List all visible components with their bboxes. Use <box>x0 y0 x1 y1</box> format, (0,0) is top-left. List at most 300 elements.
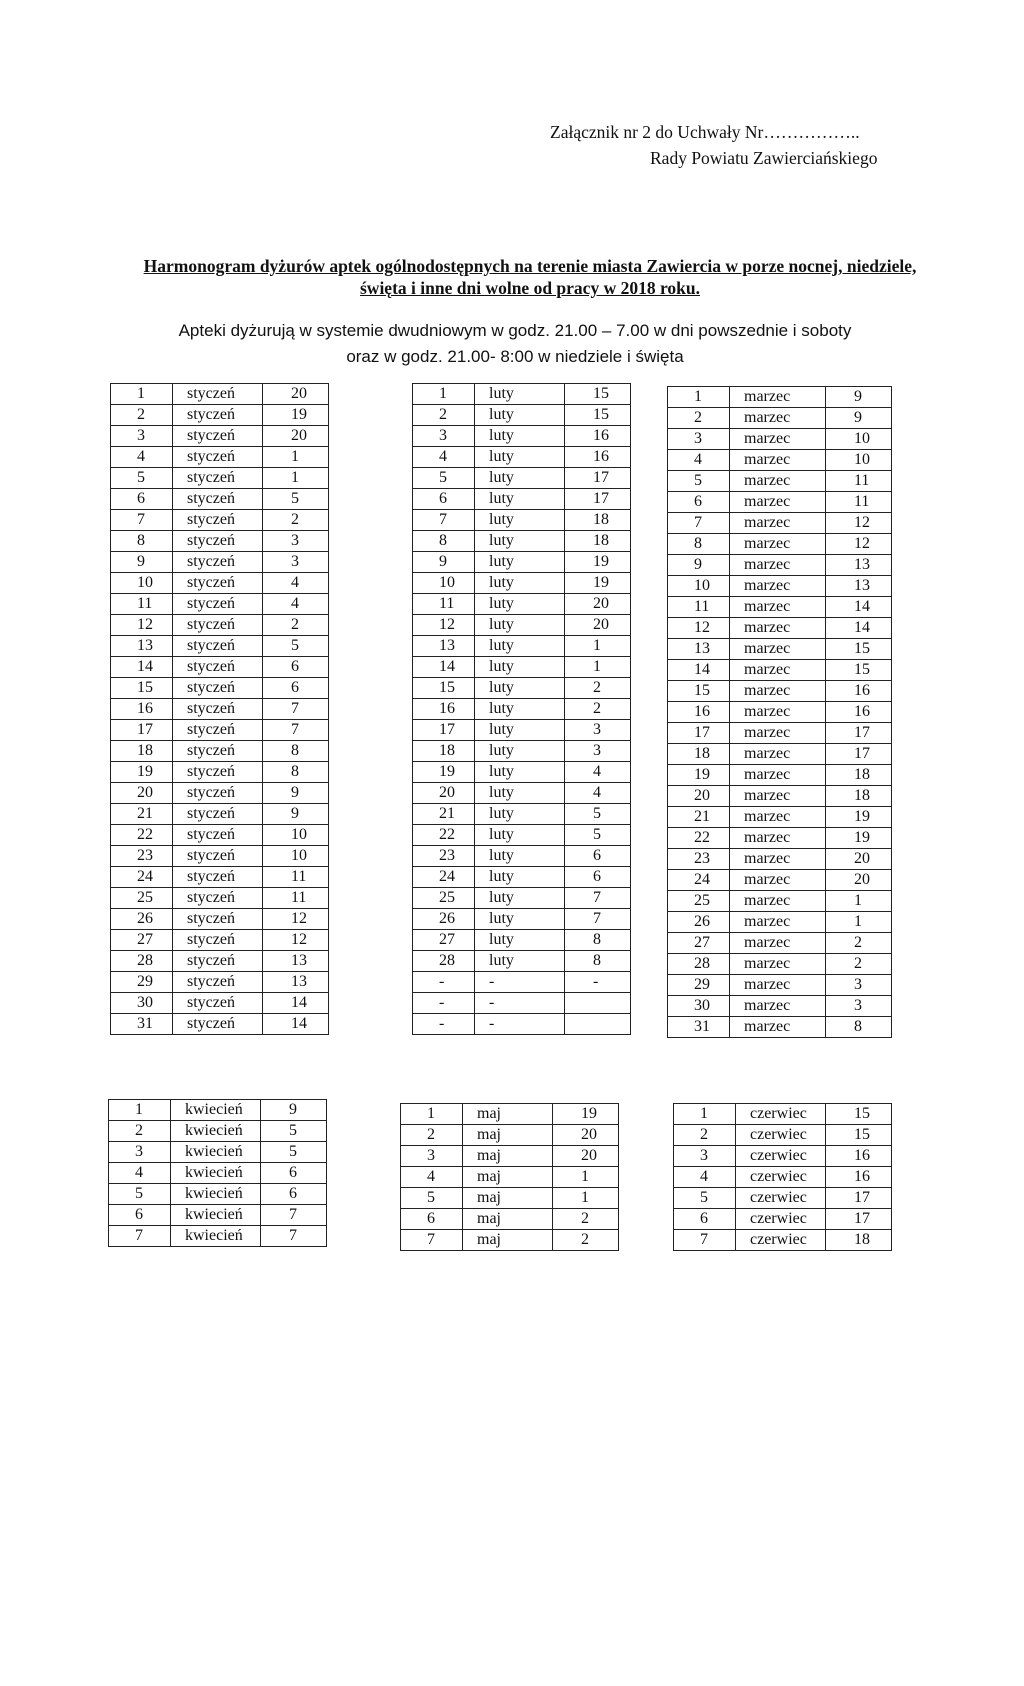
table-row <box>401 1188 619 1209</box>
day-cell: 12 <box>111 615 173 636</box>
pharmacy-number-cell: 11 <box>826 471 892 492</box>
day-cell: 21 <box>668 807 730 828</box>
pharmacy-number-cell: 10 <box>263 846 329 867</box>
table-row <box>413 825 631 846</box>
pharmacy-number-cell: 9 <box>261 1100 327 1121</box>
table-row <box>674 1125 892 1146</box>
table-row <box>413 573 631 594</box>
table-row <box>111 972 329 993</box>
table-march <box>667 386 892 1038</box>
pharmacy-number-cell: 9 <box>263 804 329 825</box>
day-cell: 25 <box>668 891 730 912</box>
day-cell: 3 <box>413 426 475 447</box>
pharmacy-number-cell: 9 <box>263 783 329 804</box>
day-cell: 4 <box>401 1167 463 1188</box>
day-cell: 27 <box>111 930 173 951</box>
day-cell: 13 <box>111 636 173 657</box>
day-cell: 22 <box>668 828 730 849</box>
day-cell: 20 <box>111 783 173 804</box>
table-row <box>413 426 631 447</box>
pharmacy-number-cell: 12 <box>826 513 892 534</box>
pharmacy-number-cell: 3 <box>565 741 631 762</box>
pharmacy-number-cell: 20 <box>553 1125 619 1146</box>
pharmacy-number-cell: 8 <box>565 930 631 951</box>
day-cell: 19 <box>111 762 173 783</box>
month-cell: luty <box>475 825 565 846</box>
table-row <box>111 867 329 888</box>
table-row <box>668 408 892 429</box>
pharmacy-number-cell: 1 <box>565 657 631 678</box>
pharmacy-number-cell: 15 <box>826 1125 892 1146</box>
day-cell: 11 <box>413 594 475 615</box>
day-cell: 4 <box>413 447 475 468</box>
month-cell: marzec <box>730 765 826 786</box>
pharmacy-number-cell: 12 <box>826 534 892 555</box>
month-cell: luty <box>475 846 565 867</box>
month-cell: styczeń <box>173 657 263 678</box>
month-cell: marzec <box>730 408 826 429</box>
table-row <box>668 849 892 870</box>
month-cell: luty <box>475 657 565 678</box>
filler-cell: - <box>413 1014 475 1035</box>
table-row <box>668 660 892 681</box>
day-cell: 14 <box>111 657 173 678</box>
day-cell: 27 <box>668 933 730 954</box>
table-row <box>401 1230 619 1251</box>
month-cell: styczeń <box>173 909 263 930</box>
month-cell: marzec <box>730 660 826 681</box>
table-row <box>401 1125 619 1146</box>
day-cell: 2 <box>413 405 475 426</box>
day-cell: 22 <box>111 825 173 846</box>
table-row <box>668 912 892 933</box>
month-cell: marzec <box>730 786 826 807</box>
table-row <box>111 804 329 825</box>
pharmacy-number-cell: 7 <box>565 888 631 909</box>
month-cell: luty <box>475 468 565 489</box>
pharmacy-number-cell: 1 <box>263 447 329 468</box>
table-row <box>413 594 631 615</box>
table-row <box>111 510 329 531</box>
pharmacy-number-cell: 18 <box>565 531 631 552</box>
pharmacy-number-cell: 17 <box>826 723 892 744</box>
table-row <box>668 555 892 576</box>
day-cell: 16 <box>111 699 173 720</box>
day-cell: 4 <box>109 1163 171 1184</box>
month-cell: luty <box>475 552 565 573</box>
month-cell: styczeń <box>173 930 263 951</box>
month-cell: marzec <box>730 702 826 723</box>
day-cell: 4 <box>111 447 173 468</box>
day-cell: 6 <box>668 492 730 513</box>
pharmacy-number-cell: 19 <box>826 828 892 849</box>
month-cell: marzec <box>730 744 826 765</box>
pharmacy-number-cell: 19 <box>565 573 631 594</box>
pharmacy-number-cell: 9 <box>826 408 892 429</box>
day-cell: 29 <box>111 972 173 993</box>
pharmacy-number-cell: 6 <box>261 1184 327 1205</box>
table-row <box>111 783 329 804</box>
table-row <box>111 888 329 909</box>
table-row <box>111 384 329 405</box>
pharmacy-number-cell: 8 <box>565 951 631 972</box>
pharmacy-number-cell: 3 <box>826 996 892 1017</box>
day-cell: 25 <box>413 888 475 909</box>
document-title: Harmonogram dyżurów aptek ogólnodostępnych na terenie miasta Zawiercia w porze nocnej, niedziele, święta i inne dni wolne od pracy w 2018 roku. <box>143 256 917 298</box>
table-row <box>111 1014 329 1035</box>
pharmacy-number-cell: 20 <box>826 870 892 891</box>
pharmacy-number-cell: 1 <box>553 1188 619 1209</box>
pharmacy-number-cell: 7 <box>565 909 631 930</box>
month-cell: czerwiec <box>736 1209 826 1230</box>
day-cell: 7 <box>674 1230 736 1251</box>
table-row <box>668 723 892 744</box>
pharmacy-number-cell: 7 <box>263 699 329 720</box>
table-row <box>401 1209 619 1230</box>
month-cell: styczeń <box>173 615 263 636</box>
day-cell: 17 <box>668 723 730 744</box>
day-cell: 6 <box>413 489 475 510</box>
month-cell: luty <box>475 426 565 447</box>
day-cell: 30 <box>668 996 730 1017</box>
day-cell: 28 <box>111 951 173 972</box>
table-row <box>413 867 631 888</box>
month-cell: marzec <box>730 450 826 471</box>
month-cell: marzec <box>730 387 826 408</box>
month-cell: styczeń <box>173 468 263 489</box>
day-cell: 11 <box>111 594 173 615</box>
day-cell: 1 <box>674 1104 736 1125</box>
pharmacy-number-cell: 15 <box>565 405 631 426</box>
day-cell: 20 <box>413 783 475 804</box>
table-february <box>412 383 631 1035</box>
table-january <box>110 383 329 1035</box>
day-cell: 9 <box>668 555 730 576</box>
document-subtitle <box>120 318 910 370</box>
pharmacy-number-cell: 5 <box>261 1142 327 1163</box>
pharmacy-number-cell: 20 <box>263 384 329 405</box>
day-cell: 12 <box>668 618 730 639</box>
day-cell: 27 <box>413 930 475 951</box>
month-cell: kwiecień <box>171 1226 261 1247</box>
pharmacy-number-cell: 19 <box>553 1104 619 1125</box>
day-cell: 19 <box>413 762 475 783</box>
table-row <box>668 639 892 660</box>
month-cell: luty <box>475 678 565 699</box>
pharmacy-number-cell: 4 <box>263 594 329 615</box>
day-cell: 14 <box>668 660 730 681</box>
table-row <box>413 531 631 552</box>
table-row <box>413 993 631 1014</box>
month-cell: luty <box>475 489 565 510</box>
month-cell: luty <box>475 384 565 405</box>
day-cell: 1 <box>111 384 173 405</box>
table-row <box>674 1209 892 1230</box>
table-row <box>668 891 892 912</box>
month-cell: luty <box>475 888 565 909</box>
table-row <box>668 450 892 471</box>
month-cell: styczeń <box>173 426 263 447</box>
day-cell: 8 <box>111 531 173 552</box>
table-row <box>668 513 892 534</box>
month-cell: marzec <box>730 597 826 618</box>
table-row <box>668 387 892 408</box>
pharmacy-number-cell: 13 <box>826 555 892 576</box>
table-may <box>400 1103 619 1251</box>
day-cell: 2 <box>401 1125 463 1146</box>
table-row <box>668 471 892 492</box>
table-row <box>413 468 631 489</box>
day-cell: 6 <box>401 1209 463 1230</box>
day-cell: 10 <box>111 573 173 594</box>
table-row <box>413 699 631 720</box>
day-cell: 28 <box>413 951 475 972</box>
table-row <box>109 1184 327 1205</box>
month-cell: styczeń <box>173 573 263 594</box>
pharmacy-number-cell: 15 <box>826 1104 892 1125</box>
pharmacy-number-cell: 18 <box>826 1230 892 1251</box>
table-row <box>111 657 329 678</box>
table-row <box>674 1230 892 1251</box>
day-cell: 11 <box>668 597 730 618</box>
month-cell: marzec <box>730 933 826 954</box>
pharmacy-number-cell: 17 <box>826 744 892 765</box>
day-cell: 2 <box>109 1121 171 1142</box>
month-cell: marzec <box>730 639 826 660</box>
day-cell: 23 <box>111 846 173 867</box>
day-cell: 31 <box>668 1017 730 1038</box>
month-cell: marzec <box>730 555 826 576</box>
table-row <box>111 573 329 594</box>
table-row <box>413 447 631 468</box>
month-cell: marzec <box>730 912 826 933</box>
pharmacy-number-cell: 6 <box>263 678 329 699</box>
table-row <box>674 1146 892 1167</box>
table-row <box>668 618 892 639</box>
day-cell: 12 <box>413 615 475 636</box>
month-cell: czerwiec <box>736 1104 826 1125</box>
month-cell: luty <box>475 594 565 615</box>
day-cell: 3 <box>401 1146 463 1167</box>
day-cell: 18 <box>111 741 173 762</box>
table-row <box>668 576 892 597</box>
subtitle-line-2: oraz w godz. 21.00- 8:00 w niedziele i święta <box>346 347 684 366</box>
table-row <box>413 720 631 741</box>
table-row <box>668 975 892 996</box>
month-cell: marzec <box>730 975 826 996</box>
month-cell: styczeń <box>173 594 263 615</box>
pharmacy-number-cell: 16 <box>826 702 892 723</box>
day-cell: 7 <box>109 1226 171 1247</box>
table-row <box>111 678 329 699</box>
filler-cell <box>565 1014 631 1035</box>
table-row <box>109 1121 327 1142</box>
day-cell: 6 <box>109 1205 171 1226</box>
day-cell: 15 <box>668 681 730 702</box>
month-cell: marzec <box>730 996 826 1017</box>
month-cell: marzec <box>730 807 826 828</box>
table-row <box>668 765 892 786</box>
day-cell: 7 <box>111 510 173 531</box>
month-cell: styczeń <box>173 825 263 846</box>
month-cell: czerwiec <box>736 1167 826 1188</box>
table-row <box>111 447 329 468</box>
pharmacy-number-cell: 16 <box>826 1167 892 1188</box>
month-cell: kwiecień <box>171 1184 261 1205</box>
table-row <box>111 636 329 657</box>
month-cell: styczeń <box>173 783 263 804</box>
month-cell: marzec <box>730 849 826 870</box>
month-cell: maj <box>463 1188 553 1209</box>
table-row <box>109 1100 327 1121</box>
day-cell: 26 <box>111 909 173 930</box>
day-cell: 16 <box>413 699 475 720</box>
pharmacy-number-cell: 15 <box>565 384 631 405</box>
pharmacy-number-cell: 11 <box>826 492 892 513</box>
pharmacy-number-cell: 7 <box>261 1205 327 1226</box>
day-cell: 1 <box>109 1100 171 1121</box>
table-row <box>668 828 892 849</box>
pharmacy-number-cell: 2 <box>263 510 329 531</box>
month-cell: luty <box>475 447 565 468</box>
day-cell: 17 <box>413 720 475 741</box>
table-row <box>413 888 631 909</box>
table-row <box>668 1017 892 1038</box>
pharmacy-number-cell: 17 <box>826 1209 892 1230</box>
month-cell: luty <box>475 930 565 951</box>
day-cell: 9 <box>413 552 475 573</box>
day-cell: 13 <box>413 636 475 657</box>
pharmacy-number-cell: 4 <box>263 573 329 594</box>
day-cell: 18 <box>413 741 475 762</box>
table-row <box>111 405 329 426</box>
table-row <box>109 1226 327 1247</box>
day-cell: 22 <box>413 825 475 846</box>
day-cell: 6 <box>674 1209 736 1230</box>
pharmacy-number-cell: 13 <box>263 972 329 993</box>
pharmacy-number-cell: 3 <box>263 552 329 573</box>
day-cell: 29 <box>668 975 730 996</box>
day-cell: 6 <box>111 489 173 510</box>
day-cell: 3 <box>109 1142 171 1163</box>
day-cell: 21 <box>413 804 475 825</box>
day-cell: 25 <box>111 888 173 909</box>
table-row <box>668 597 892 618</box>
pharmacy-number-cell: 8 <box>826 1017 892 1038</box>
table-row <box>668 870 892 891</box>
day-cell: 5 <box>413 468 475 489</box>
month-cell: styczeń <box>173 405 263 426</box>
table-row <box>413 510 631 531</box>
day-cell: 5 <box>111 468 173 489</box>
day-cell: 1 <box>413 384 475 405</box>
pharmacy-number-cell: 2 <box>565 678 631 699</box>
table-row <box>413 615 631 636</box>
pharmacy-number-cell: 17 <box>565 489 631 510</box>
day-cell: 10 <box>668 576 730 597</box>
pharmacy-number-cell: 6 <box>565 867 631 888</box>
month-cell: kwiecień <box>171 1100 261 1121</box>
day-cell: 24 <box>413 867 475 888</box>
pharmacy-number-cell: 14 <box>826 618 892 639</box>
pharmacy-number-cell: 1 <box>553 1167 619 1188</box>
pharmacy-number-cell: 15 <box>826 639 892 660</box>
pharmacy-number-cell: 17 <box>826 1188 892 1209</box>
filler-cell: - <box>475 972 565 993</box>
table-row <box>111 552 329 573</box>
table-row <box>111 762 329 783</box>
pharmacy-number-cell: 2 <box>826 933 892 954</box>
pharmacy-number-cell: 4 <box>565 783 631 804</box>
pharmacy-number-cell: 5 <box>263 489 329 510</box>
month-cell: luty <box>475 531 565 552</box>
table-row <box>111 846 329 867</box>
pharmacy-number-cell: 16 <box>565 426 631 447</box>
day-cell: 16 <box>668 702 730 723</box>
month-cell: styczeń <box>173 993 263 1014</box>
pharmacy-number-cell: 2 <box>826 954 892 975</box>
month-cell: marzec <box>730 723 826 744</box>
month-cell: styczeń <box>173 741 263 762</box>
month-cell: luty <box>475 762 565 783</box>
month-cell: luty <box>475 510 565 531</box>
month-cell: luty <box>475 405 565 426</box>
filler-cell: - <box>413 993 475 1014</box>
table-row <box>109 1142 327 1163</box>
month-cell: styczeń <box>173 552 263 573</box>
table-row <box>668 933 892 954</box>
day-cell: 13 <box>668 639 730 660</box>
table-row <box>674 1167 892 1188</box>
table-row <box>413 636 631 657</box>
pharmacy-number-cell: 13 <box>826 576 892 597</box>
day-cell: 10 <box>413 573 475 594</box>
table-row <box>668 996 892 1017</box>
pharmacy-number-cell: 2 <box>553 1209 619 1230</box>
attachment-line-1: Załącznik nr 2 do Uchwały Nr…………….. <box>550 122 860 142</box>
table-row <box>668 954 892 975</box>
month-cell: luty <box>475 573 565 594</box>
table-row <box>413 1014 631 1035</box>
day-cell: 17 <box>111 720 173 741</box>
table-row <box>413 804 631 825</box>
table-row <box>413 951 631 972</box>
day-cell: 5 <box>674 1188 736 1209</box>
table-april <box>108 1099 327 1247</box>
day-cell: 20 <box>668 786 730 807</box>
day-cell: 24 <box>111 867 173 888</box>
day-cell: 14 <box>413 657 475 678</box>
month-cell: maj <box>463 1146 553 1167</box>
pharmacy-number-cell: 2 <box>263 615 329 636</box>
month-cell: czerwiec <box>736 1188 826 1209</box>
table-row <box>111 489 329 510</box>
pharmacy-number-cell: 16 <box>826 681 892 702</box>
table-row <box>111 531 329 552</box>
table-row <box>111 825 329 846</box>
table-row <box>111 615 329 636</box>
table-row <box>401 1167 619 1188</box>
month-cell: luty <box>475 615 565 636</box>
table-row <box>668 534 892 555</box>
pharmacy-number-cell: 14 <box>826 597 892 618</box>
pharmacy-number-cell: 20 <box>826 849 892 870</box>
day-cell: 4 <box>668 450 730 471</box>
table-row <box>413 846 631 867</box>
pharmacy-number-cell: 18 <box>565 510 631 531</box>
month-cell: maj <box>463 1125 553 1146</box>
month-cell: maj <box>463 1230 553 1251</box>
